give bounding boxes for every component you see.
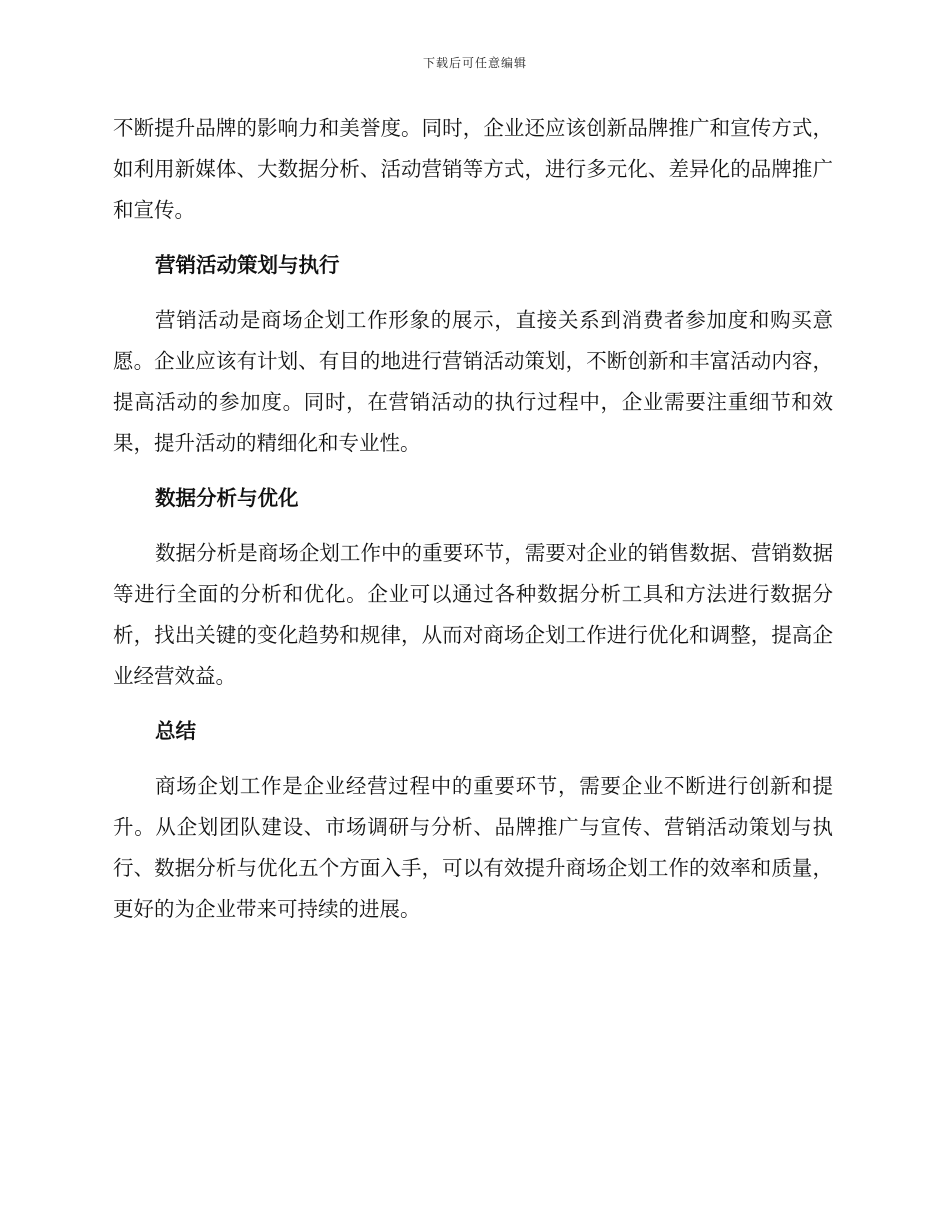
section-body-data-analysis: 数据分析是商场企划工作中的重要环节，需要对企业的销售数据、营销数据等进行全面的分析和优化。企业可以通过各种数据分析工具和方法进行数据分析，找出关键的变化趋势和规律，从而对商场企划工作进行优化和调整，提高企业经营效益。 bbox=[113, 541, 833, 688]
section-heading-marketing-activities: 营销活动策划与执行 bbox=[155, 253, 340, 277]
section-body-marketing-activities: 营销活动是商场企划工作形象的展示，直接关系到消费者参加度和购买意愿。企业应该有计划、有目的地进行营销活动策划，不断创新和丰富活动内容，提高活动的参加度。同时，在营销活动的执行过程中，企业需要注重细节和效果，提升活动的精细化和专业性。 bbox=[113, 308, 833, 455]
document-body bbox=[113, 108, 833, 930]
section-body-summary: 商场企划工作是企业经营过程中的重要环节，需要企业不断进行创新和提升。从企划团队建设、市场调研与分析、品牌推广与宣传、营销活动策划与执行、数据分析与优化五个方面入手，可以有效提升商场企划工作的效率和质量，更好的为企业带来可持续的进展。 bbox=[113, 774, 833, 921]
section-heading-summary: 总结 bbox=[155, 719, 196, 743]
section-heading-data-analysis: 数据分析与优化 bbox=[155, 486, 299, 510]
page-header: 下载后可任意编辑 bbox=[422, 56, 527, 70]
intro-paragraph: 不断提升品牌的影响力和美誉度。同时，企业还应该创新品牌推广和宣传方式，如利用新媒体、大数据分析、活动营销等方式，进行多元化、差异化的品牌推广和宣传。 bbox=[113, 116, 833, 222]
